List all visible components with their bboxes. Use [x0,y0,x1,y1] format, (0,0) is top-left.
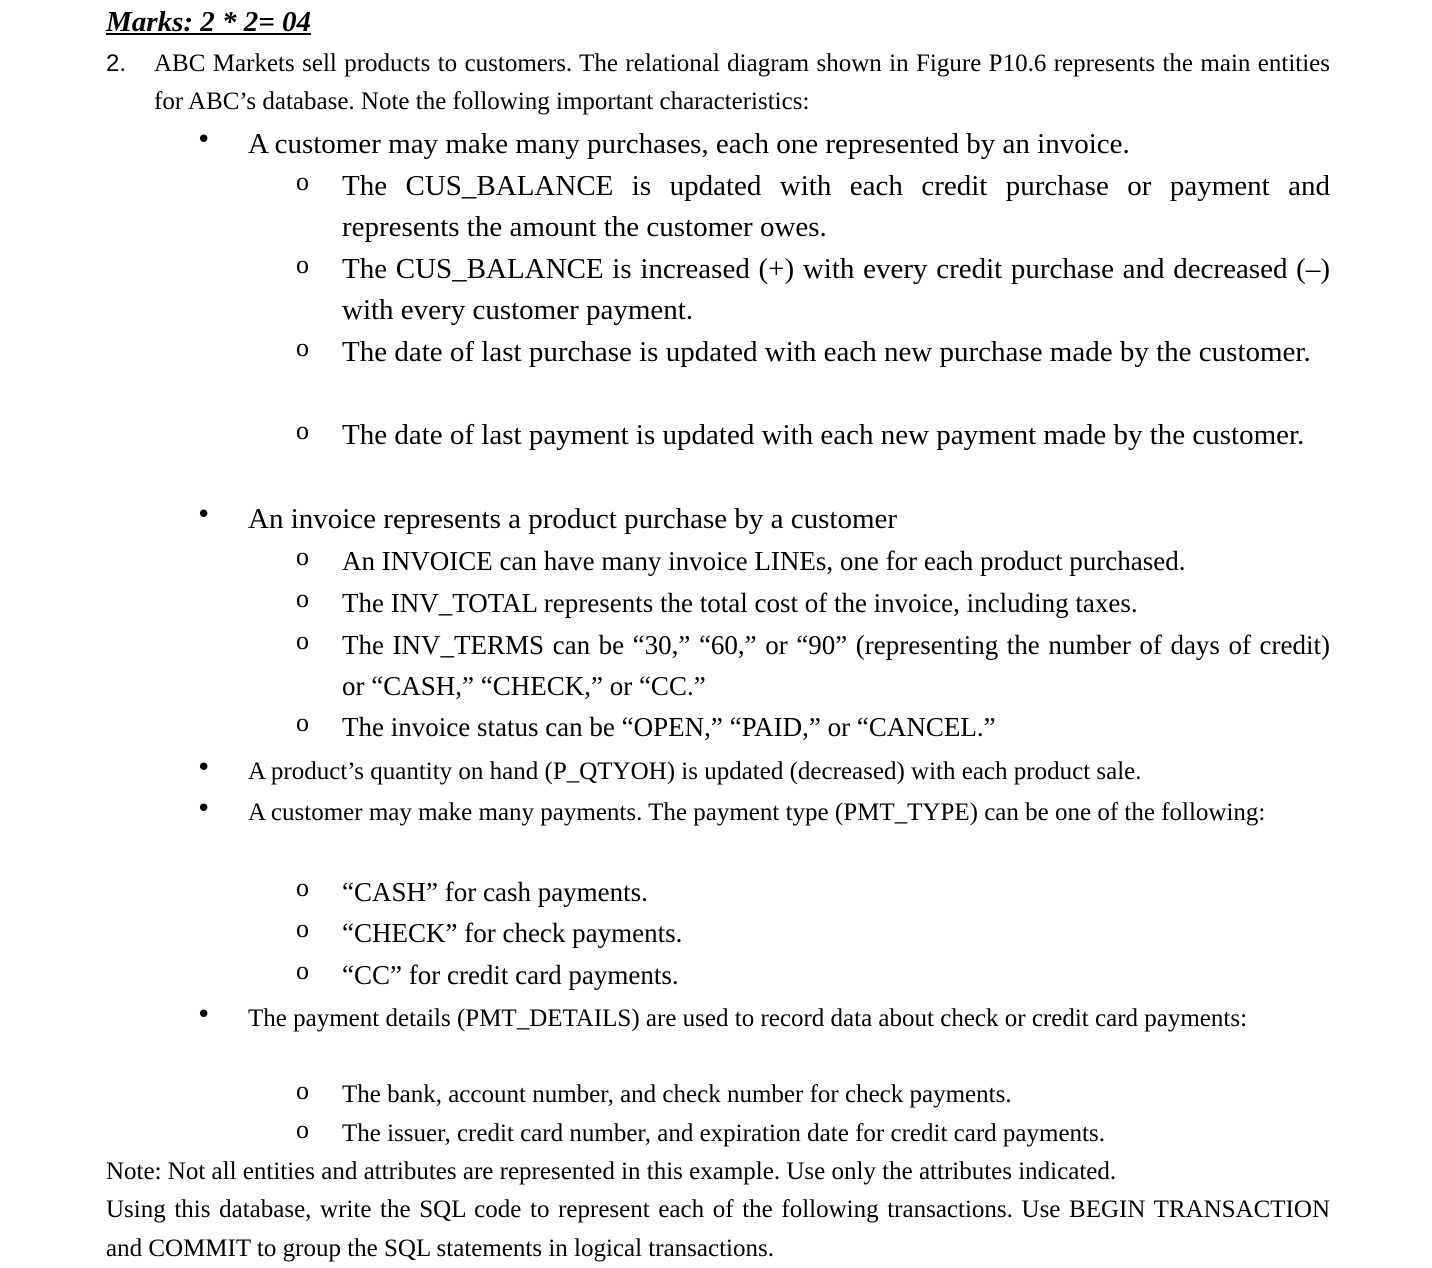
sub-bullet-icon: o [296,626,309,655]
sub-bullet-icon: o [296,416,309,445]
sub-bullet-icon: o [296,584,309,613]
bullet-icon: • [196,753,212,783]
note-text: Note: Not all entities and attributes are represented in this example. Use only the attributes indicated. [106,1158,1117,1185]
sub-item-cash: “CASH” for cash payments. [342,877,648,907]
sub-bullet-icon: o [296,167,309,196]
bullet-icon: • [196,1000,212,1030]
sub-item-cc: “CC” for credit card payments. [342,960,679,990]
sub-bullet-icon: o [296,250,309,279]
bullet-item-payment-details: The payment details (PMT_DETAILS) are used to record data about check or credit card payments: [248,1005,1248,1032]
bullet-item-payments: A customer may make many payments. The payment type (PMT_TYPE) can be one of the following: [248,799,1266,826]
sub-item-card-details: The issuer, credit card number, and expiration date for credit card payments. [342,1120,1105,1147]
marks-heading: Marks: 2 * 2= 04 [106,6,312,38]
sub-item-last-purchase-date: The date of last purchase is updated with each new purchase made by the customer. [342,336,1311,368]
question-intro: ABC Markets sell products to customers. The relational diagram shown in Figure P10.6 represents the main entities for ABC’s database. Note the following important characteristics: [154,50,1330,115]
sub-bullet-icon: o [296,542,309,571]
sub-bullet-icon: o [296,333,309,362]
sub-item-cus-balance-updated: The CUS_BALANCE is updated with each credit purchase or payment and represents the amount the customer owes. [342,170,1330,243]
sub-bullet-icon: o [296,873,309,902]
bullet-icon: • [196,125,212,155]
sub-bullet-icon: o [296,1076,309,1105]
bullet-item-invoice: An invoice represents a product purchase by a customer [248,503,898,535]
sub-item-check-details: The bank, account number, and check number for check payments. [342,1081,1012,1108]
sub-bullet-icon: o [296,914,309,943]
bullet-item-customer-purchases: A customer may make many purchases, each one represented by an invoice. [248,128,1130,160]
sub-bullet-icon: o [296,956,309,985]
sub-item-invoice-status: The invoice status can be “OPEN,” “PAID,” or “CANCEL.” [342,712,996,742]
bullet-icon: • [196,500,212,530]
sub-item-inv-total: The INV_TOTAL represents the total cost of the invoice, including taxes. [342,588,1138,618]
instruction-text: Using this database, write the SQL code to represent each of the following transactions. Use BEGIN TRANSACTION and COMMIT to group the SQL statements in logical transactions. [106,1196,1330,1262]
sub-bullet-icon: o [296,708,309,737]
sub-bullet-icon: o [296,1115,309,1144]
sub-item-last-payment-date: The date of last payment is updated with each new payment made by the customer. [342,419,1305,451]
sub-item-inv-terms: The INV_TERMS can be “30,” “60,” or “90” (representing the number of days of credit) or “CASH,” “CHECK,” or “CC.” [342,630,1330,701]
bullet-item-quantity-on-hand: A product’s quantity on hand (P_QTYOH) is updated (decreased) with each product sale. [248,758,1142,785]
bullet-icon: • [196,794,212,824]
question-number: 2. [106,50,127,77]
sub-item-check: “CHECK” for check payments. [342,918,683,948]
sub-item-cus-balance-increased: The CUS_BALANCE is increased (+) with every credit purchase and decreased (–) with every customer payment. [342,253,1330,326]
sub-item-invoice-lines: An INVOICE can have many invoice LINEs, one for each product purchased. [342,546,1186,576]
